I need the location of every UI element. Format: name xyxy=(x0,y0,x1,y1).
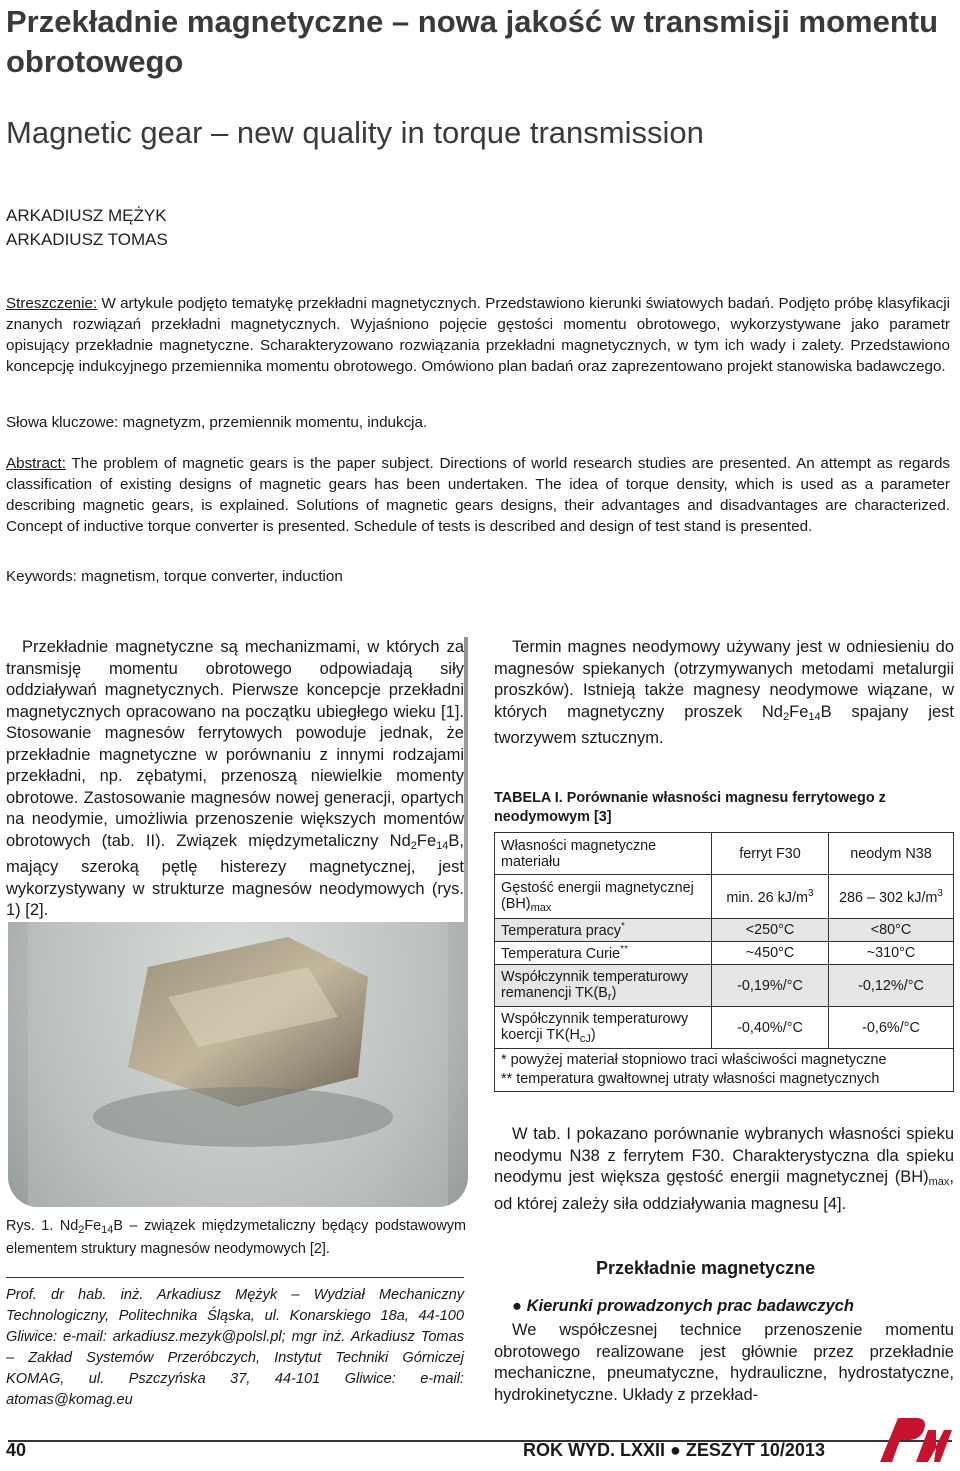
comparison-table xyxy=(494,832,954,1092)
caption-sub-2: 14 xyxy=(101,1224,114,1236)
table-row xyxy=(495,1049,954,1092)
cell-sup: ** xyxy=(620,944,628,955)
affiliation-divider xyxy=(6,1277,464,1278)
cell-text: Gęstość energii magnetycznej (BH) xyxy=(501,879,694,912)
pm-logo-icon xyxy=(876,1412,954,1466)
table-cell: ~450°C xyxy=(712,942,829,965)
cell-text: Temperatura pracy xyxy=(501,923,621,939)
caption-a: Rys. 1. Nd xyxy=(6,1218,79,1234)
table-caption xyxy=(494,789,954,827)
comp-text-b: , od której zależy siła oddziaływania magnesu [4]. xyxy=(494,1168,954,1213)
subsection-heading xyxy=(512,1297,854,1316)
table-row xyxy=(495,833,954,875)
intro-text-c: B, mający szeroką pętlę histerezy magnetycznej, jest wykorzystywany w strukturze magnesów neodymowych (rys. 1) [2]. xyxy=(6,831,464,919)
table-cell xyxy=(829,875,954,919)
table-cell: ferryt F30 xyxy=(712,833,829,875)
table-cell: ~310°C xyxy=(829,942,954,965)
table-caption-text: Porównanie własności magnesu ferrytowego z neodymowym [3] xyxy=(494,790,886,825)
cell-sup: 3 xyxy=(808,887,814,899)
table-caption-label: TABELA I. xyxy=(494,790,563,806)
table-cell: Własności magnetyczne materiału xyxy=(495,833,712,875)
table-cell: <250°C xyxy=(712,919,829,942)
cell-sub: max xyxy=(530,901,552,914)
intro-sub-1: 2 xyxy=(410,839,417,852)
table-cell xyxy=(495,919,712,942)
cell-text: 286 – 302 kJ/m xyxy=(839,889,938,906)
author-2: ARKADIUSZ TOMAS xyxy=(6,230,168,249)
caption-c: B – związek międzymetaliczny będący podstawowym elementem struktury magnesów neodymowych [2]. xyxy=(6,1218,466,1257)
table-cell: -0,40%/°C xyxy=(712,1007,829,1049)
caption-sub-1: 2 xyxy=(78,1224,85,1236)
authors xyxy=(6,204,168,252)
table-row xyxy=(495,1007,954,1049)
comparison-paragraph xyxy=(494,1124,954,1215)
research-paragraph: We współczesnej technice przenoszenie momentu obrotowego realizowane jest głównie przez przekładnie mechaniczne, pneumatyczne, hydrauliczne, hydrostatyczne, hydrokinetyczne. Układy z przekład- xyxy=(494,1321,954,1404)
caption-b: Fe xyxy=(84,1218,102,1234)
cell-sub: cJ xyxy=(579,1032,591,1045)
cell-end: ) xyxy=(611,984,617,1001)
table-row xyxy=(495,965,954,1007)
author-1: ARKADIUSZ MĘŻYK xyxy=(6,206,167,225)
intro-text-b: Fe xyxy=(416,831,437,850)
table-cell xyxy=(495,875,712,919)
author-affiliation: Prof. dr hab. inż. Arkadiusz Mężyk – Wydział Mechaniczny Technologiczny, Politechnika Śląska, ul. Konarskiego 18a, 44-100 Gliwice: e-mail: arkadiusz.mezyk@polsl.pl; mgr inż. Arkadiusz Tomas – Zakład Systemów Przeróbczych, Instytut Techniki Górniczej KOMAG, ul. Pszczyńska 37, 44-101 Gliwice: e-mail: atomas@komag.eu xyxy=(6,1287,464,1408)
journal-logo xyxy=(876,1412,954,1466)
journal-issue: ROK WYD. LXXII ● ZESZYT 10/2013 xyxy=(523,1440,825,1460)
article-subtitle: Magnetic gear – new quality in torque transmission xyxy=(6,115,704,150)
abstract-pl xyxy=(6,293,950,377)
table-row xyxy=(495,942,954,965)
table-row xyxy=(495,919,954,942)
table-cell xyxy=(712,875,829,919)
subsection-label: Kierunki prowadzonych prac badawczych xyxy=(526,1297,854,1315)
cell-sup: 3 xyxy=(937,887,943,899)
table-note-1: * powyżej materiał stopniowo traci właściwości magnetyczne xyxy=(501,1052,887,1068)
keywords-pl: Słowa kluczowe: magnetyzm, przemiennik momentu, indukcja. xyxy=(6,414,428,431)
abstract-en xyxy=(6,453,950,537)
table-cell xyxy=(495,942,712,965)
abstract-pl-text: W artykule podjęto tematykę przekładni magnetycznych. Przedstawiono kierunki światowych badań. Podjęto próbę klasyfikacji znanych rozwiązań przekładni magnetycznych. Wyjaśniono pojęcie gęstości momentu obrotowego, wykorzystywane jako parametr opisujący przekładnie magnetyczne. Scharakteryzowano rozwiązania przekładni magnetycznych, w tym ich wady i zalety. Przedstawiono koncepcję indukcyjnego przemiennika momentu obrotowego. Omówiono plan badań oraz zaprezentowano projekt stanowiska badawczego. xyxy=(6,295,950,375)
abstract-pl-label: Streszczenie: xyxy=(6,295,98,312)
cell-sup: * xyxy=(620,921,625,932)
table-cell: neodym N38 xyxy=(829,833,954,875)
cell-text: Temperatura Curie xyxy=(501,946,621,962)
cell-sub: r xyxy=(607,990,612,1003)
neo-sub-2: 14 xyxy=(808,710,821,723)
section-heading: Przekładnie magnetyczne xyxy=(596,1258,816,1278)
figure-caption xyxy=(6,1217,466,1259)
neodymium-paragraph xyxy=(494,637,954,750)
cell-text: min. 26 kJ/m xyxy=(726,889,808,906)
article-title: Przekładnie magnetyczne – nowa jakość w transmisji momentu obrotowego xyxy=(6,4,939,79)
table-cell: <80°C xyxy=(829,919,954,942)
table-cell: -0,19%/°C xyxy=(712,965,829,1007)
cell-end: ) xyxy=(590,1026,596,1043)
page-number: 40 xyxy=(6,1440,27,1460)
intro-text-a: Przekładnie magnetyczne są mechanizmami, w których za transmisję momentu obrotowego odpowiadają siły oddziaływań magnetycznych. Pierwsze koncepcje przekładni magnetycznych opracowano na początku ubiegłego wieku [1]. Stosowanie magnesów ferrytowych powoduje jednak, że przekładnie magnetyczne w porównaniu z innymi rodzajami przekładni, np. zębatymi, przenoszą niewielkie momenty obrotowe. Zastosowanie magnesów nowej generacji, opartych na neodymie, umożliwia przenoszenie większych momentów obrotowych (tab. II). Związek międzymetaliczny Nd xyxy=(6,638,464,850)
table-cell xyxy=(495,965,712,1007)
neo-text-b: Fe xyxy=(789,702,809,721)
table-note-2: ** temperatura gwałtownej utraty własności magnetycznych xyxy=(501,1071,880,1087)
table-cell: -0,6%/°C xyxy=(829,1007,954,1049)
neo-text-c: B spajany jest tworzywem sztucznym. xyxy=(494,702,954,747)
intro-paragraph xyxy=(6,637,464,922)
table-cell: -0,12%/°C xyxy=(829,965,954,1007)
comp-sub: max xyxy=(928,1176,950,1188)
comp-text-a: W tab. I pokazano porównanie wybranych własności spieku neodymu N38 z ferrytem F30. Charakterystyczna dla spieku neodymu jest większa gęstość energii magnetycznej (BH) xyxy=(494,1125,954,1186)
neo-text-a: Termin magnes neodymowy używany jest w odniesieniu do magnesów spiekanych (otrzymywanych metodami metalurgii proszków). Istnieją także magnesy neodymowe wiązane, w których magnetyczny proszek Nd xyxy=(494,638,954,721)
cell-text: Współczynnik temperaturowy koercji TK(H xyxy=(501,1010,689,1043)
bullet-icon: ● xyxy=(512,1297,527,1315)
table-notes xyxy=(495,1049,954,1092)
neo-sub-1: 2 xyxy=(782,710,790,723)
table-cell xyxy=(495,1007,712,1049)
abstract-en-label: Abstract: xyxy=(6,455,66,472)
abstract-en-text: The problem of magnetic gears is the paper subject. Directions of world research studies are presented. An attempt as regards classification of existing designs of magnetic gears has been undertaken. The idea of torque density, which is used as a parameter describing magnetic gears, is explained. Solutions of magnetic gears designs, their advantages and disadvantages are characterized. Concept of inductive torque converter is presented. Schedule of tests is described and design of test stand is presented. xyxy=(6,455,950,535)
table-row xyxy=(495,875,954,919)
keywords-en: Keywords: magnetism, torque converter, induction xyxy=(6,568,343,585)
intro-sub-2: 14 xyxy=(436,839,449,852)
cell-text: Współczynnik temperaturowy remanencji TK(B xyxy=(501,968,689,1001)
